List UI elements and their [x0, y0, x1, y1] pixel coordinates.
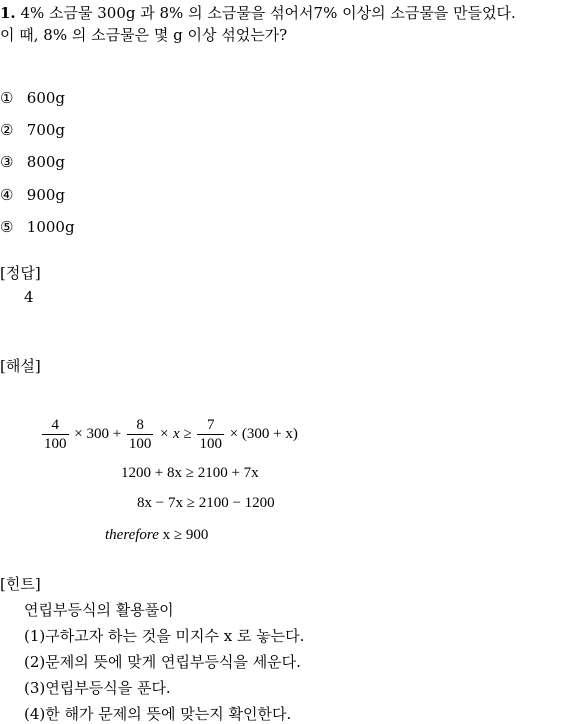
choice-text: 900g — [26, 186, 66, 204]
hint-step-1: (1)구하고자 하는 것을 미지수 x 로 놓는다. — [24, 627, 305, 645]
choice-text: 1000g — [26, 218, 75, 236]
equation-3: 8x − 7x ≥ 2100 − 1200 — [137, 495, 275, 511]
fraction-1-numerator: 4 — [42, 416, 69, 435]
choice-mark: ③ — [0, 153, 14, 171]
hint-step-3: (3)연립부등식을 푼다. — [24, 679, 171, 697]
fraction-2-denominator: 100 — [128, 436, 152, 452]
choice-text: 600g — [26, 89, 66, 107]
hint-label: [힌트] — [0, 575, 41, 593]
choice-5[interactable] — [0, 218, 75, 236]
choice-4[interactable] — [0, 186, 65, 204]
equation-4-rest: x ≥ 900 — [162, 527, 209, 543]
answer-value: 4 — [24, 288, 34, 306]
choice-text: 700g — [26, 121, 66, 139]
choice-3[interactable] — [0, 153, 65, 171]
equation-1 — [40, 416, 298, 453]
choice-mark: ① — [0, 89, 14, 107]
choice-2[interactable] — [0, 121, 65, 139]
choice-1[interactable] — [0, 89, 65, 107]
fraction-3-denominator: 100 — [199, 436, 222, 452]
hint-step-2: (2)문제의 뜻에 맞게 연립부등식을 세운다. — [24, 653, 301, 671]
choice-mark: ④ — [0, 186, 14, 204]
fraction-2 — [127, 416, 154, 453]
hint-step-4: (4)한 해가 문제의 뜻에 맞는지 확인한다. — [24, 705, 292, 723]
equation-1-term-2: × x ≥ — [159, 425, 192, 442]
fraction-3 — [197, 416, 224, 453]
question-text-2: 이 때, 8% 의 소금물은 몇 g 이상 섞었는가? — [0, 26, 288, 44]
fraction-3-numerator: 7 — [197, 416, 224, 435]
fraction-1 — [42, 416, 69, 453]
equation-4 — [105, 527, 208, 544]
question-line-1 — [0, 2, 516, 23]
equation-2: 1200 + 8x ≥ 2100 + 7x — [121, 465, 259, 481]
question-number: 1. — [0, 4, 16, 22]
fraction-2-numerator: 8 — [127, 416, 154, 435]
therefore-word: therefore — [105, 527, 159, 543]
explanation-label: [해설] — [0, 357, 41, 375]
equation-1-term-1: × 300 + — [74, 425, 122, 442]
fraction-1-denominator: 100 — [44, 436, 67, 452]
choice-mark: ⑤ — [0, 218, 14, 236]
choice-mark: ② — [0, 121, 14, 139]
hint-title: 연립부등식의 활용풀이 — [24, 601, 174, 619]
equation-1-term-3: × (300 + x) — [229, 425, 298, 442]
choice-text: 800g — [26, 153, 66, 171]
answer-label: [정답] — [0, 264, 41, 282]
question-text-1: 4% 소금물 300g 과 8% 의 소금물을 섞어서7% 이상의 소금물을 만들었다. — [20, 4, 516, 22]
